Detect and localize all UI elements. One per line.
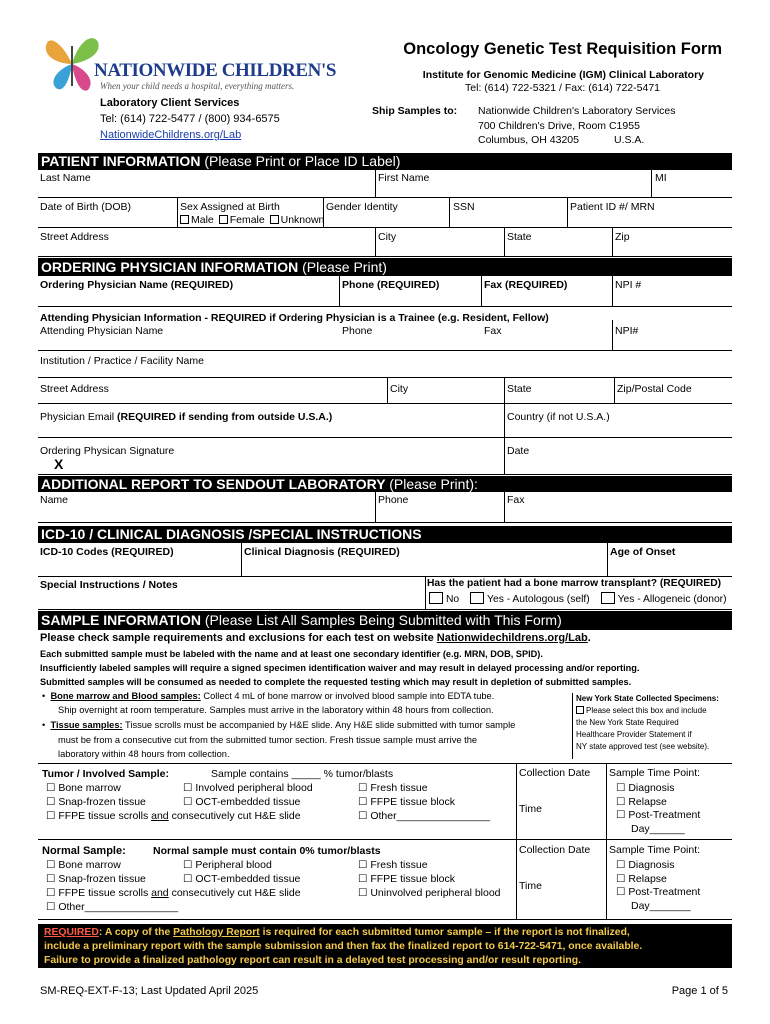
bmt-question: Has the patient had a bone marrow transplant? (REQUIRED) xyxy=(427,578,722,589)
gender-identity-field[interactable]: Gender Identity xyxy=(326,201,398,213)
attending-phone-field[interactable]: Phone xyxy=(342,325,373,337)
bullet-tissue-cont-2: laboratory within 48 hours from collection. xyxy=(58,749,230,759)
tumor-tp-post-treatment[interactable]: ☐ Post-Treatment xyxy=(616,809,701,821)
tumor-sample-title: Tumor / Involved Sample: xyxy=(42,768,169,780)
sex-unknown-checkbox[interactable] xyxy=(270,215,279,224)
additional-section-subtitle: (Please Print): xyxy=(389,476,478,492)
ship-country: U.S.A. xyxy=(614,134,645,146)
physician-section-header xyxy=(38,258,732,276)
tumor-bone-marrow[interactable]: ☐ Bone marrow xyxy=(46,782,121,794)
ny-state-title: New York State Collected Specimens: xyxy=(576,694,719,703)
tumor-other[interactable]: ☐ Other________________ xyxy=(358,810,491,822)
form-title: Oncology Genetic Test Requisition Form xyxy=(403,40,722,58)
institution-field[interactable]: Institution / Practice / Facility Name xyxy=(40,355,204,367)
patient-id-field[interactable]: Patient ID #/ MRN xyxy=(570,201,655,213)
client-services-tel: Tel: (614) 722-5477 / (800) 934-6575 xyxy=(100,113,280,125)
sample-line-1: Each submitted sample must be labeled with the name and at least one secondary identifier (e.g. MRN, DOB, SPID). xyxy=(40,649,543,659)
form-id-footer: SM-REQ-EXT-F-13; Last Updated April 2025 xyxy=(40,985,259,997)
normal-oct-embedded[interactable]: ☐ OCT-embedded tissue xyxy=(183,873,301,885)
normal-ffpe-scrolls[interactable]: ☐ FFPE tissue scrolls and consecutively cut H&E slide xyxy=(46,887,301,899)
ship-line-1: Nationwide Children's Laboratory Services xyxy=(478,105,676,117)
ny-state-box: New York State Collected Specimens: Please select this box and include the New York State Required Healthcare Provider Statement if NY state approved test (see website). xyxy=(572,693,732,759)
sample-section-title: SAMPLE INFORMATION xyxy=(41,612,201,628)
institute-tel: Tel: (614) 722-5321 / Fax: (614) 722-5471 xyxy=(465,82,660,94)
additional-fax-field[interactable]: Fax xyxy=(507,494,525,506)
butterfly-icon xyxy=(42,28,102,98)
first-name-field[interactable]: First Name xyxy=(378,172,430,184)
patient-state-field[interactable]: State xyxy=(507,231,532,243)
bmt-no-checkbox[interactable] xyxy=(429,592,443,604)
ordering-fax-field[interactable]: Fax (REQUIRED) xyxy=(484,279,568,291)
additional-phone-field[interactable]: Phone xyxy=(378,494,409,506)
client-services-link[interactable]: NationwideChildrens.org/Lab xyxy=(100,129,242,141)
mi-field[interactable]: MI xyxy=(655,172,667,184)
patient-section-header xyxy=(38,153,732,170)
physician-zip-field[interactable]: Zip/Postal Code xyxy=(617,383,692,395)
normal-other[interactable]: ☐ Other________________ xyxy=(46,901,179,913)
bmt-autologous-checkbox[interactable] xyxy=(470,592,484,604)
sex-label: Sex Assigned at Birth xyxy=(180,201,280,213)
special-instructions-field[interactable]: Special Instructions / Notes xyxy=(40,579,178,591)
tumor-involved-blood[interactable]: ☐ Involved peripheral blood xyxy=(183,782,313,794)
tumor-tp-day[interactable]: Day______ xyxy=(631,823,685,835)
tumor-fresh-tissue[interactable]: ☐ Fresh tissue xyxy=(358,782,428,794)
normal-tp-relapse[interactable]: ☐ Relapse xyxy=(616,873,667,885)
sample-section-subtitle: (Please List All Samples Being Submitted with This Form) xyxy=(204,612,562,628)
sample-check-link[interactable]: Nationwidechildrens.org/Lab xyxy=(436,632,588,644)
ship-line-2: 700 Children's Drive, Room C1955 xyxy=(478,120,640,132)
physician-city-field[interactable]: City xyxy=(390,383,409,395)
bmt-options: No Yes - Autologous (self) Yes - Allogeneic (donor) xyxy=(429,592,727,605)
normal-tp-diagnosis[interactable]: ☐ Diagnosis xyxy=(616,859,675,871)
physician-street-field[interactable]: Street Address xyxy=(40,383,109,395)
patient-zip-field[interactable]: Zip xyxy=(615,231,630,243)
physician-section-title: ORDERING PHYSICIAN INFORMATION xyxy=(41,259,299,275)
physician-section-subtitle: (Please Print) xyxy=(302,259,387,275)
tumor-ffpe-block[interactable]: ☐ FFPE tissue block xyxy=(358,796,455,808)
ordering-phone-field[interactable]: Phone (REQUIRED) xyxy=(342,279,440,291)
logo-wordmark: NATIONWIDE CHILDREN'S xyxy=(94,60,336,81)
ssn-field[interactable]: SSN xyxy=(453,201,475,213)
additional-name-field[interactable]: Name xyxy=(40,494,69,506)
bullet-tissue: • Tissue samples: Tissue scrolls must be accompanied by H&E slide. Any H&E slide submitted with tumor sample xyxy=(42,720,516,730)
ship-label: Ship Samples to: xyxy=(372,105,458,117)
tumor-contains[interactable]: Sample contains _____ % tumor/blasts xyxy=(211,768,394,780)
logo xyxy=(42,28,336,98)
ship-line-3: Columbus, OH 43205 xyxy=(478,134,579,146)
tumor-tp-diagnosis[interactable]: ☐ Diagnosis xyxy=(616,782,675,794)
attending-note: Attending Physician Information - REQUIRED if Ordering Physician is a Trainee (e.g. Resident, Fellow) xyxy=(40,312,549,324)
physician-email-field[interactable]: Physician Email (REQUIRED if sending from outside U.S.A.) xyxy=(40,411,333,423)
icd-section-header: ICD-10 / CLINICAL DIAGNOSIS /SPECIAL INSTRUCTIONS xyxy=(38,526,732,543)
physician-country-field[interactable]: Country (if not U.S.A.) xyxy=(507,411,610,423)
patient-section-title: PATIENT INFORMATION xyxy=(41,153,201,169)
normal-tp-post-treatment[interactable]: ☐ Post-Treatment xyxy=(616,886,701,898)
normal-ffpe-block[interactable]: ☐ FFPE tissue block xyxy=(358,873,455,885)
tumor-timepoint-title: Sample Time Point: xyxy=(609,767,701,779)
normal-uninvolved-blood[interactable]: ☐ Uninvolved peripheral blood xyxy=(358,887,501,899)
ny-state-checkbox[interactable] xyxy=(576,706,584,714)
sex-options: Male Female Unknown xyxy=(180,214,324,226)
normal-bone-marrow[interactable]: ☐ Bone marrow xyxy=(46,859,121,871)
icd-codes-field[interactable]: ICD-10 Codes (REQUIRED) xyxy=(40,546,174,558)
normal-timepoint-title: Sample Time Point: xyxy=(609,844,701,856)
additional-section-title: ADDITIONAL REPORT TO SENDOUT LABORATORY xyxy=(41,476,386,492)
patient-street-field[interactable]: Street Address xyxy=(40,231,109,243)
pathology-report-link[interactable]: Pathology Report xyxy=(173,927,260,938)
dob-field[interactable]: Date of Birth (DOB) xyxy=(40,201,132,213)
normal-tp-day[interactable]: Day_______ xyxy=(631,900,691,912)
patient-city-field[interactable]: City xyxy=(378,231,397,243)
tumor-collection-date[interactable]: Collection Date xyxy=(519,767,591,779)
sample-check-line: Please check sample requirements and exclusions for each test on website Nationwidechildrens.org/Lab. xyxy=(40,632,591,644)
tumor-oct-embedded[interactable]: ☐ OCT-embedded tissue xyxy=(183,796,301,808)
attending-npi-field[interactable]: NPI# xyxy=(615,325,639,337)
attending-fax-field[interactable]: Fax xyxy=(484,325,502,337)
client-services-title: Laboratory Client Services xyxy=(100,97,240,109)
physician-state-field[interactable]: State xyxy=(507,383,532,395)
normal-collection-date[interactable]: Collection Date xyxy=(519,844,591,856)
sex-female-checkbox[interactable] xyxy=(219,215,228,224)
patient-section-subtitle: (Please Print or Place ID Label) xyxy=(204,153,401,169)
attending-name-field[interactable]: Attending Physician Name xyxy=(40,325,164,337)
signature-x-mark: X xyxy=(54,456,64,472)
bullet-bone-marrow-cont: Ship overnight at room temperature. Samples must arrive in the laboratory within 48 hours from collection. xyxy=(58,705,494,715)
normal-snap-frozen[interactable]: ☐ Snap-frozen tissue xyxy=(46,873,146,885)
normal-contains: Normal sample must contain 0% tumor/blasts xyxy=(153,845,381,857)
tumor-collection-time[interactable]: Time xyxy=(519,803,542,815)
tumor-ffpe-scrolls[interactable]: ☐ FFPE tissue scrolls and consecutively cut H&E slide xyxy=(46,810,301,822)
bullet-bone-marrow: • Bone marrow and Blood samples: Collect 4 mL of bone marrow or involved blood sample into EDTA tube. xyxy=(42,691,495,701)
bullet-tissue-cont-1: must be from a consecutive cut from the submitted tumor section. Fresh tissue sample must arrive the xyxy=(58,735,478,745)
tumor-snap-frozen[interactable]: ☐ Snap-frozen tissue xyxy=(46,796,146,808)
normal-peripheral-blood[interactable]: ☐ Peripheral blood xyxy=(183,859,272,871)
age-of-onset-field[interactable]: Age of Onset xyxy=(610,546,676,558)
tumor-tp-relapse[interactable]: ☐ Relapse xyxy=(616,796,667,808)
bmt-allogeneic-checkbox[interactable] xyxy=(601,592,615,604)
normal-sample-title: Normal Sample: xyxy=(42,845,126,857)
sex-male-checkbox[interactable] xyxy=(180,215,189,224)
normal-collection-time[interactable]: Time xyxy=(519,880,542,892)
clinical-diagnosis-field[interactable]: Clinical Diagnosis (REQUIRED) xyxy=(244,546,400,558)
signature-field[interactable]: Ordering Physican Signature xyxy=(40,445,175,457)
sample-line-2: Insufficiently labeled samples will require a signed specimen identification waiver and may result in delayed processing and/or reporting. xyxy=(40,663,640,673)
normal-fresh-tissue[interactable]: ☐ Fresh tissue xyxy=(358,859,428,871)
additional-section-header xyxy=(38,476,732,492)
sample-section-header xyxy=(38,611,732,630)
institute-name: Institute for Genomic Medicine (IGM) Clinical Laboratory xyxy=(422,69,704,81)
pathology-report-notice: REQUIRED: A copy of the Pathology Report is required for each submitted tumor sample – if the report is not finalized, include a preliminary report with the sample submission and then fax the finalized report to 614-722-5471, once available. Failure to provide a finalized pathology report can result in a delayed test processing and/or result reporting. xyxy=(38,924,732,968)
logo-tagline: When your child needs a hospital, everything matters. xyxy=(100,81,295,91)
sample-line-3: Submitted samples will be consumed as needed to complete the requested testing which may result in depletion of submitted samples. xyxy=(40,677,632,687)
ordering-npi-field[interactable]: NPI # xyxy=(615,279,642,291)
page-number: Page 1 of 5 xyxy=(671,985,728,997)
last-name-field[interactable]: Last Name xyxy=(40,172,91,184)
signature-date-field[interactable]: Date xyxy=(507,445,530,457)
ordering-physician-name-field[interactable]: Ordering Physician Name (REQUIRED) xyxy=(40,279,234,291)
